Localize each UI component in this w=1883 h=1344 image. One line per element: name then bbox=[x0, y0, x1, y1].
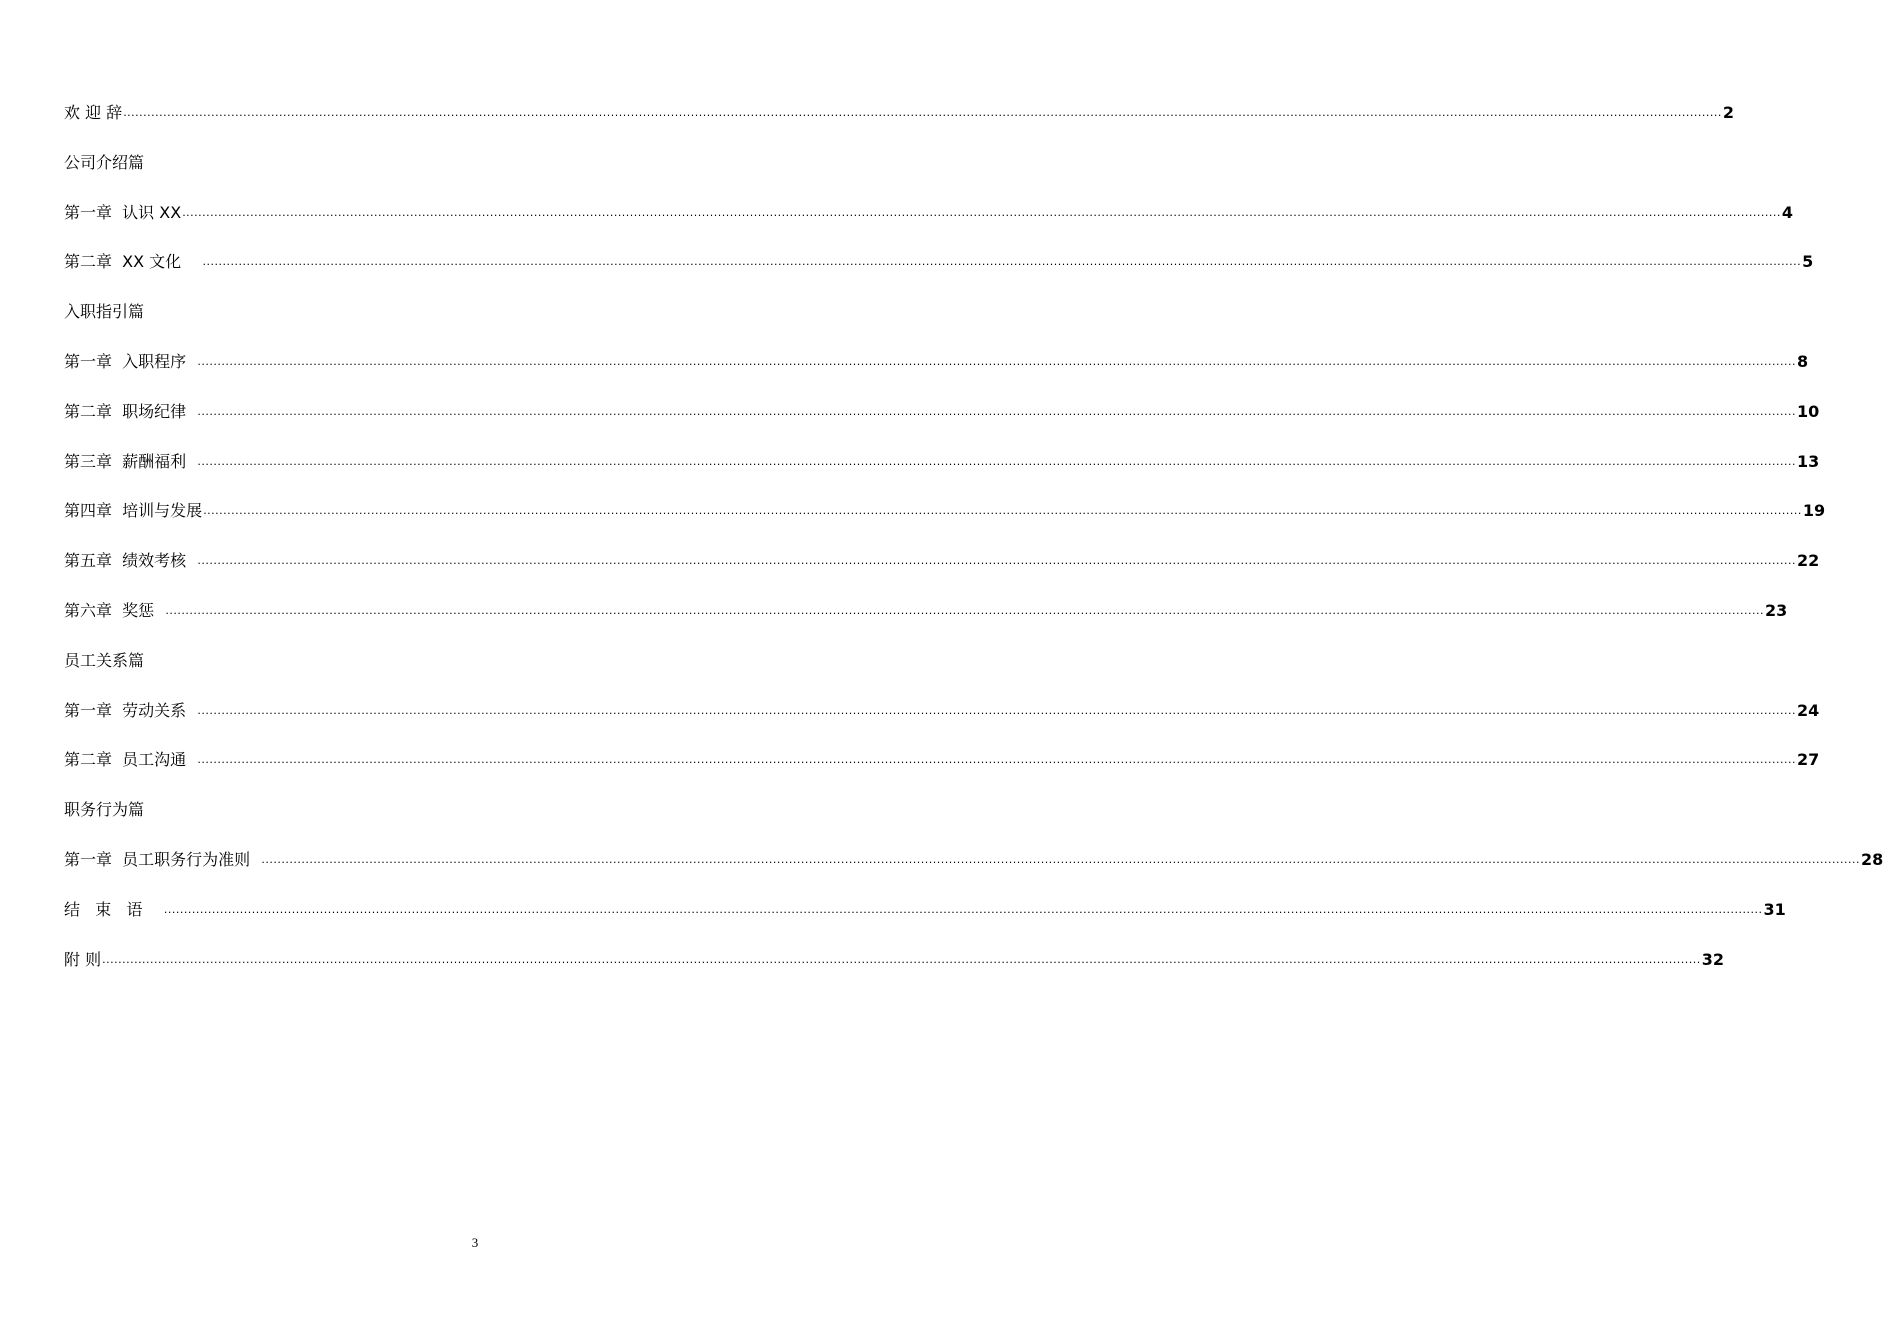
toc-page-number: 13 bbox=[1797, 451, 1820, 471]
toc-page-number: 4 bbox=[1781, 202, 1793, 222]
toc-entry[interactable] bbox=[64, 400, 1820, 450]
toc-entry[interactable] bbox=[64, 599, 1788, 649]
toc-page-number: 31 bbox=[1763, 899, 1786, 919]
toc-entry-label: 第二章 职场纪律 bbox=[64, 401, 197, 421]
toc-leader-dots: ................................................................................................................................................................................................................................................................................................................................................................................................................ bbox=[197, 554, 1796, 568]
toc-entry[interactable] bbox=[64, 748, 1820, 798]
toc-leader-dots: ................................................................................................................................................................................................................................................................................................................................................................................................................ bbox=[197, 703, 1796, 717]
toc-entry-label: 第一章 认识 XX bbox=[64, 202, 182, 222]
toc-page-number: 27 bbox=[1797, 750, 1820, 770]
toc-leader-dots: ................................................................................................................................................................................................................................................................................................................................................................................................................ bbox=[202, 255, 1802, 269]
toc-page-number: 28 bbox=[1861, 849, 1883, 869]
toc-entry[interactable] bbox=[64, 699, 1820, 749]
toc-section-heading bbox=[64, 300, 738, 350]
toc-entry-label: 附 则 bbox=[64, 949, 102, 969]
toc-entry[interactable] bbox=[64, 848, 1883, 898]
toc-entry-label: 第一章 入职程序 bbox=[64, 351, 197, 371]
toc-entry-label: 员工关系篇 bbox=[64, 650, 145, 670]
toc-leader-dots: ................................................................................................................................................................................................................................................................................................................................................................................................................ bbox=[182, 205, 1781, 219]
toc-entry-label: 第四章 培训与发展 bbox=[64, 501, 203, 521]
toc-leader-dots: ................................................................................................................................................................................................................................................................................................................................................................................................................ bbox=[165, 603, 1764, 617]
toc-page-number: 2 bbox=[1722, 103, 1734, 122]
toc-section-heading bbox=[64, 798, 738, 848]
toc-entry[interactable] bbox=[64, 898, 1786, 948]
toc-entry[interactable] bbox=[64, 350, 1809, 400]
toc-leader-dots: ................................................................................................................................................................................................................................................................................................................................................................................................................ bbox=[203, 504, 1802, 518]
toc-page-number: 8 bbox=[1797, 351, 1809, 371]
toc-page-number: 5 bbox=[1802, 252, 1814, 272]
toc-leader-dots: ................................................................................................................................................................................................................................................................................................................................................................................................................ bbox=[197, 404, 1796, 418]
toc-entry-label: 第一章 劳动关系 bbox=[64, 700, 197, 720]
toc-entry-label: 第三章 薪酬福利 bbox=[64, 451, 197, 471]
toc-entry[interactable] bbox=[64, 948, 1724, 998]
toc-section-heading bbox=[64, 649, 738, 699]
toc-leader-dots: ................................................................................................................................................................................................................................................................................................................................................................................................................ bbox=[163, 902, 1763, 916]
toc-section-heading bbox=[64, 151, 738, 201]
toc-entry[interactable] bbox=[64, 450, 1820, 500]
toc-page-number: 23 bbox=[1765, 600, 1788, 620]
toc-page-number: 10 bbox=[1797, 401, 1820, 421]
toc-entry-label: 公司介绍篇 bbox=[64, 152, 145, 172]
toc-entry[interactable] bbox=[64, 499, 1826, 549]
toc-entry[interactable] bbox=[64, 201, 1793, 251]
toc-leader-dots: ................................................................................................................................................................................................................................................................................................................................................................................................................ bbox=[197, 454, 1796, 468]
toc-entry-label: 第五章 绩效考核 bbox=[64, 551, 197, 571]
table-of-contents bbox=[64, 101, 1883, 997]
toc-entry[interactable] bbox=[64, 549, 1820, 599]
toc-entry-label: 职务行为篇 bbox=[64, 800, 145, 820]
page-number: 3 bbox=[471, 1235, 479, 1250]
toc-page-number: 32 bbox=[1701, 949, 1724, 969]
toc-leader-dots: ................................................................................................................................................................................................................................................................................................................................................................................................................ bbox=[261, 852, 1860, 866]
toc-leader-dots: ................................................................................................................................................................................................................................................................................................................................................................................................................ bbox=[197, 354, 1796, 368]
toc-entry-label: 入职指引篇 bbox=[64, 302, 145, 322]
toc-page-number: 24 bbox=[1797, 700, 1820, 720]
toc-entry-label: 欢 迎 辞 bbox=[64, 103, 123, 122]
toc-leader-dots: ................................................................................................................................................................................................................................................................................................................................................................................................................ bbox=[123, 106, 1722, 119]
toc-page-number: 19 bbox=[1802, 501, 1826, 521]
toc-entry-label: 第六章 奖惩 bbox=[64, 600, 165, 620]
toc-entry-label: 第一章 员工职务行为准则 bbox=[64, 849, 261, 869]
toc-entry-label: 第二章 XX 文化 bbox=[64, 252, 202, 272]
toc-leader-dots: ................................................................................................................................................................................................................................................................................................................................................................................................................ bbox=[197, 753, 1796, 767]
toc-page-number: 22 bbox=[1797, 551, 1820, 571]
toc-entry-label: 结 束 语 bbox=[64, 899, 163, 919]
toc-leader-dots: ................................................................................................................................................................................................................................................................................................................................................................................................................ bbox=[102, 952, 1701, 966]
toc-entry[interactable] bbox=[64, 101, 1734, 151]
toc-entry-label: 第二章 员工沟通 bbox=[64, 750, 197, 770]
toc-entry[interactable] bbox=[64, 250, 1814, 300]
